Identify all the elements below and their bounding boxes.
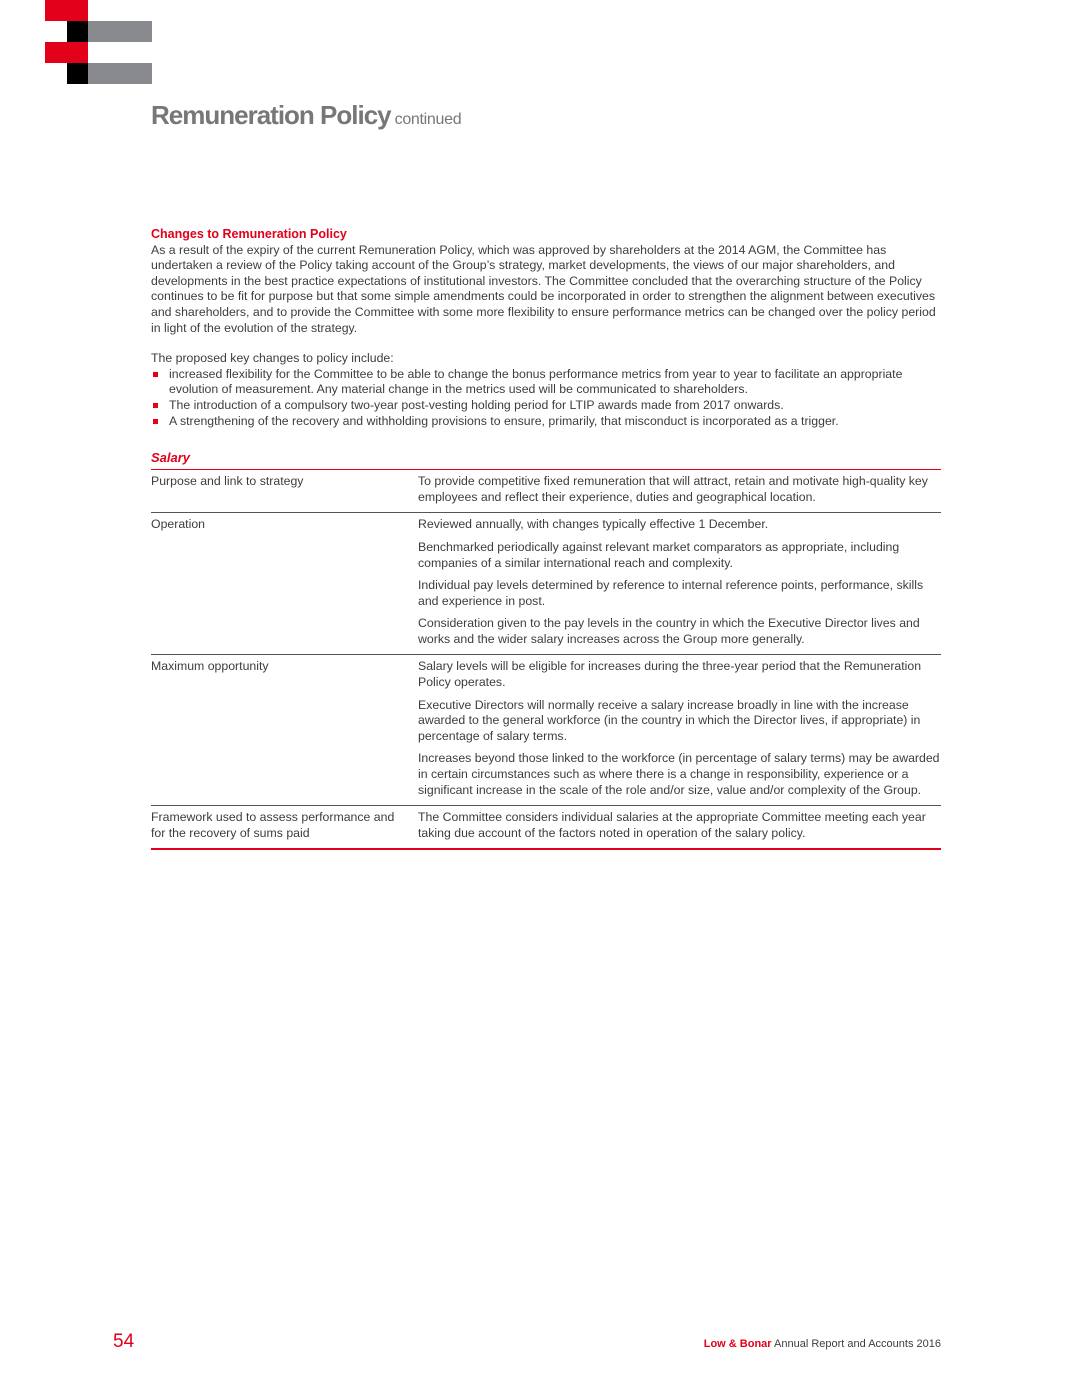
row-paragraph: The Committee considers individual salaries at the appropriate Committee meeting each year taking due account of the factors noted in operation of the salary policy. (418, 810, 926, 840)
table-row (151, 513, 941, 655)
row-content (418, 655, 941, 806)
changes-heading: Changes to Remuneration Policy (151, 227, 347, 241)
row-paragraph: Salary levels will be eligible for increases during the three-year period that the Remuneration Policy operates. (418, 659, 922, 690)
row-content (418, 513, 941, 655)
row-label: Operation (151, 517, 206, 532)
brand-logo-mark (0, 0, 160, 90)
row-label: Framework used to assess performance and for the recovery of sums paid (151, 810, 395, 840)
row-paragraph: Benchmarked periodically against relevant market comparators as appropriate, including companies of a similar international reach and complexity. (418, 539, 900, 570)
table-row (151, 470, 941, 513)
row-paragraph: Individual pay levels determined by reference to internal reference points, performance, skills and experience in post. (418, 578, 924, 608)
row-paragraph: Executive Directors will normally receive a salary increase broadly in line with the increase awarded to the general workforce (in the country in which the Director lives, if appropriate) in percentage of salary terms. (418, 697, 921, 743)
row-label: Purpose and link to strategy (151, 474, 304, 489)
salary-heading: Salary (151, 450, 941, 470)
page-title-suffix: continued (394, 111, 462, 128)
footer-publication-title: Annual Report and Accounts 2016 (774, 1338, 941, 1350)
changes-paragraph: As a result of the expiry of the current Remuneration Policy, which was approved by shareholders at the 2014 AGM, the Committee has undertaken a review of the Policy taking account of the Group’s strategy, market developments, the views of our major shareholders, and developments in the best practice expectations of institutional investors. The Committee concluded that the overarching structure of the Policy continues to be fit for purpose but that some simple amendments could be incorporated in order to strengthen the alignment between executives and shareholders, and to provide the Committee with some more flexibility to ensure performance metrics can be changed over the policy period in light of the evolution of the strategy. (151, 242, 936, 335)
footer-brand: Low & Bonar (703, 1338, 772, 1350)
row-label: Maximum opportunity (151, 659, 269, 674)
bullet-square-icon (153, 372, 158, 377)
row-paragraph: Reviewed annually, with changes typically effective 1 December. (418, 517, 769, 532)
list-item (151, 398, 941, 414)
bullet-text: The introduction of a compulsory two-year post-vesting holding period for LTIP awards made from 2017 onwards. (169, 397, 784, 412)
row-content (418, 806, 941, 850)
bullet-square-icon (153, 419, 158, 424)
list-item (151, 414, 941, 430)
changes-intro: The proposed key changes to policy include: (151, 351, 394, 366)
page-title-text: Remuneration Policy (151, 100, 391, 130)
row-paragraph: Consideration given to the pay levels in the country in which the Executive Director lives and works and the wider salary increases across the Group more generally. (418, 616, 920, 646)
footer-publication (704, 1338, 941, 1350)
main-content (151, 227, 941, 850)
changes-bullet-list (151, 367, 941, 429)
page-number: 54 (113, 1331, 135, 1352)
row-paragraph: Increases beyond those linked to the workforce (in percentage of salary terms) may be awarded in certain circumstances such as where there is a change in responsibility, experience or a significant increase in the scale of the role and/or size, value and/or complexity of the Group. (418, 751, 940, 797)
list-item (151, 367, 941, 398)
row-paragraph: To provide competitive fixed remuneration that will attract, retain and motivate high-quality key employees and reflect their experience, duties and geographical location. (418, 474, 928, 504)
table-row (151, 655, 941, 806)
bullet-square-icon (153, 403, 158, 408)
bullet-text: increased flexibility for the Committee to be able to change the bonus performance metrics from year to year to facilitate an appropriate evolution of measurement. Any material change in the metrics used will be communicated to shareholders. (169, 366, 903, 397)
table-row (151, 806, 941, 850)
bullet-text: A strengthening of the recovery and withholding provisions to ensure, primarily, that misconduct is incorporated as a trigger. (169, 413, 839, 428)
salary-table (151, 470, 941, 850)
page-title (151, 100, 461, 131)
row-content (418, 470, 941, 513)
